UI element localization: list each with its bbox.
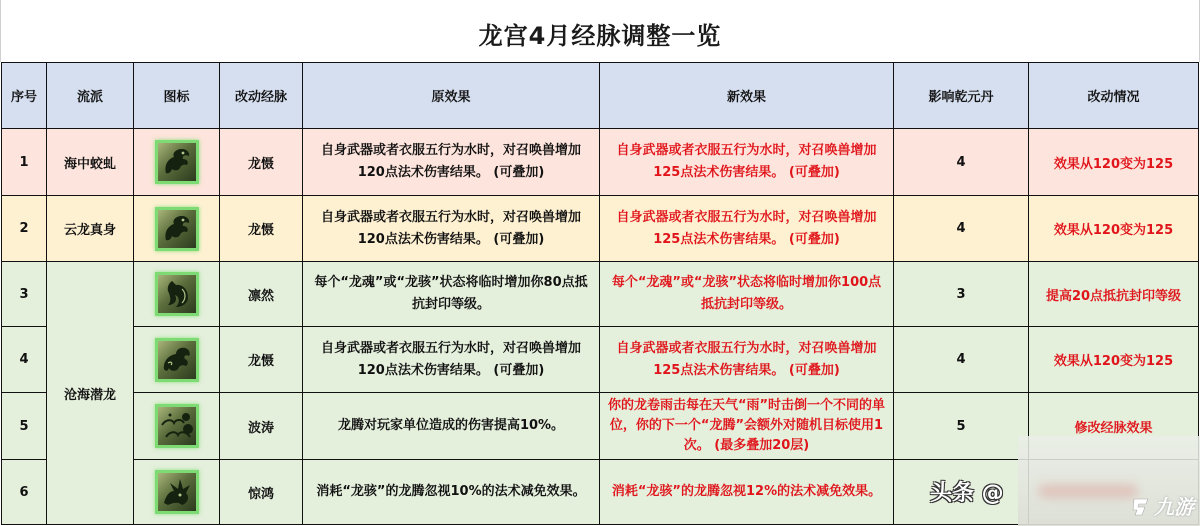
row-old-effect: 龙腾对玩家单位造成的伤害提高10%。 [303,393,600,460]
dragon-spirit-icon [155,272,199,316]
table-row [2,327,1199,393]
row-qianyuandan: 5 [894,393,1029,460]
watermark-overlay [1018,436,1200,526]
row-change: 提高20点抵抗封印等级 [1029,262,1199,327]
row-qianyuandan: 4 [894,327,1029,393]
row-new-effect: 你的龙卷雨击每在天气“雨”时击倒一个不同的单位，你的下一个“龙腾”会额外对随机目标使用1次。 (最多叠加20层) [600,393,894,460]
row-index: 5 [2,393,47,460]
row-new-effect: 自身武器或者衣服五行为水时，对召唤兽增加125点法术伤害结果。 (可叠加) [600,327,894,393]
row-index: 3 [2,262,47,327]
row-icon-cell [134,196,220,262]
row-qianyuandan: 4 [894,196,1029,262]
row-new-effect: 每个“龙魂”或“龙骇”状态将临时增加你100点抵抗封印等级。 [600,262,894,327]
row-meridian: 波涛 [220,393,303,460]
col-header-qianyuandan: 影响乾元丹 [894,63,1029,129]
title-bar [0,0,1200,62]
row-qianyuandan: 3 [894,262,1029,327]
row-change: 修改经脉效果 [1029,393,1199,460]
table-row [2,196,1199,262]
dragon-head-icon [155,207,199,251]
row-change: 效果从120变为125 [1029,196,1199,262]
row-index: 4 [2,327,47,393]
row-old-effect: 自身武器或者衣服五行为水时，对召唤兽增加120点法术伤害结果。 (可叠加) [303,196,600,262]
brand-logo [1130,491,1194,520]
row-old-effect: 自身武器或者衣服五行为水时，对召唤兽增加120点法术伤害结果。 (可叠加) [303,129,600,196]
row-change: 效果从120变为125 [1029,327,1199,393]
row-index: 6 [2,460,47,525]
page-title: 龙宫4月经脉调整一览 [478,21,722,50]
col-header-icon: 图标 [134,63,220,129]
dragon-head-icon [155,338,199,382]
row-qianyuandan: 4 [894,129,1029,196]
row-icon-cell [134,262,220,327]
table-header-row [2,63,1199,129]
row-meridian: 龙慑 [220,196,303,262]
row-school: 海中蛟虬 [47,129,134,196]
row-old-effect: 消耗“龙骇”的龙腾忽视10%的法术减免效果。 [303,460,600,525]
table-row [2,129,1199,196]
row-meridian: 惊鸿 [220,460,303,525]
row-school: 云龙真身 [47,196,134,262]
row-change: 效果从120变为125 [1029,129,1199,196]
row-icon-cell [134,460,220,525]
row-school-merged: 沧海潜龙 [47,262,134,525]
row-new-effect: 自身武器或者衣服五行为水时，对召唤兽增加125点法术伤害结果。 (可叠加) [600,129,894,196]
row-new-effect: 自身武器或者衣服五行为水时，对召唤兽增加125点法术伤害结果。 (可叠加) [600,196,894,262]
row-new-effect: 消耗“龙骇”的龙腾忽视12%的法术减免效果。 [600,460,894,525]
col-header-meridian: 改动经脉 [220,63,303,129]
col-header-change: 改动情况 [1029,63,1199,129]
watermark-text: 头条 @ [930,481,1004,506]
blurred-region [1038,484,1138,498]
dragon-head-icon [155,140,199,184]
row-old-effect: 每个“龙魂”或“龙骇”状态将临时增加你80点抵抗封印等级。 [303,262,600,327]
row-meridian: 龙慑 [220,129,303,196]
row-meridian: 凛然 [220,262,303,327]
row-icon-cell [134,129,220,196]
col-header-old-effect: 原效果 [303,63,600,129]
dragon-roar-icon [155,470,199,514]
col-header-new-effect: 新效果 [600,63,894,129]
brand-logo-icon [1130,495,1152,517]
row-index: 1 [2,129,47,196]
col-header-index: 序号 [2,63,47,129]
brand-name: 九游 [1154,495,1194,519]
col-header-school: 流派 [47,63,134,129]
row-icon-cell [134,393,220,460]
table-row [2,262,1199,327]
row-meridian: 龙慑 [220,327,303,393]
row-old-effect: 自身武器或者衣服五行为水时，对召唤兽增加120点法术伤害结果。 (可叠加) [303,327,600,393]
row-index: 2 [2,196,47,262]
wave-cloud-icon [155,404,199,448]
row-icon-cell [134,327,220,393]
